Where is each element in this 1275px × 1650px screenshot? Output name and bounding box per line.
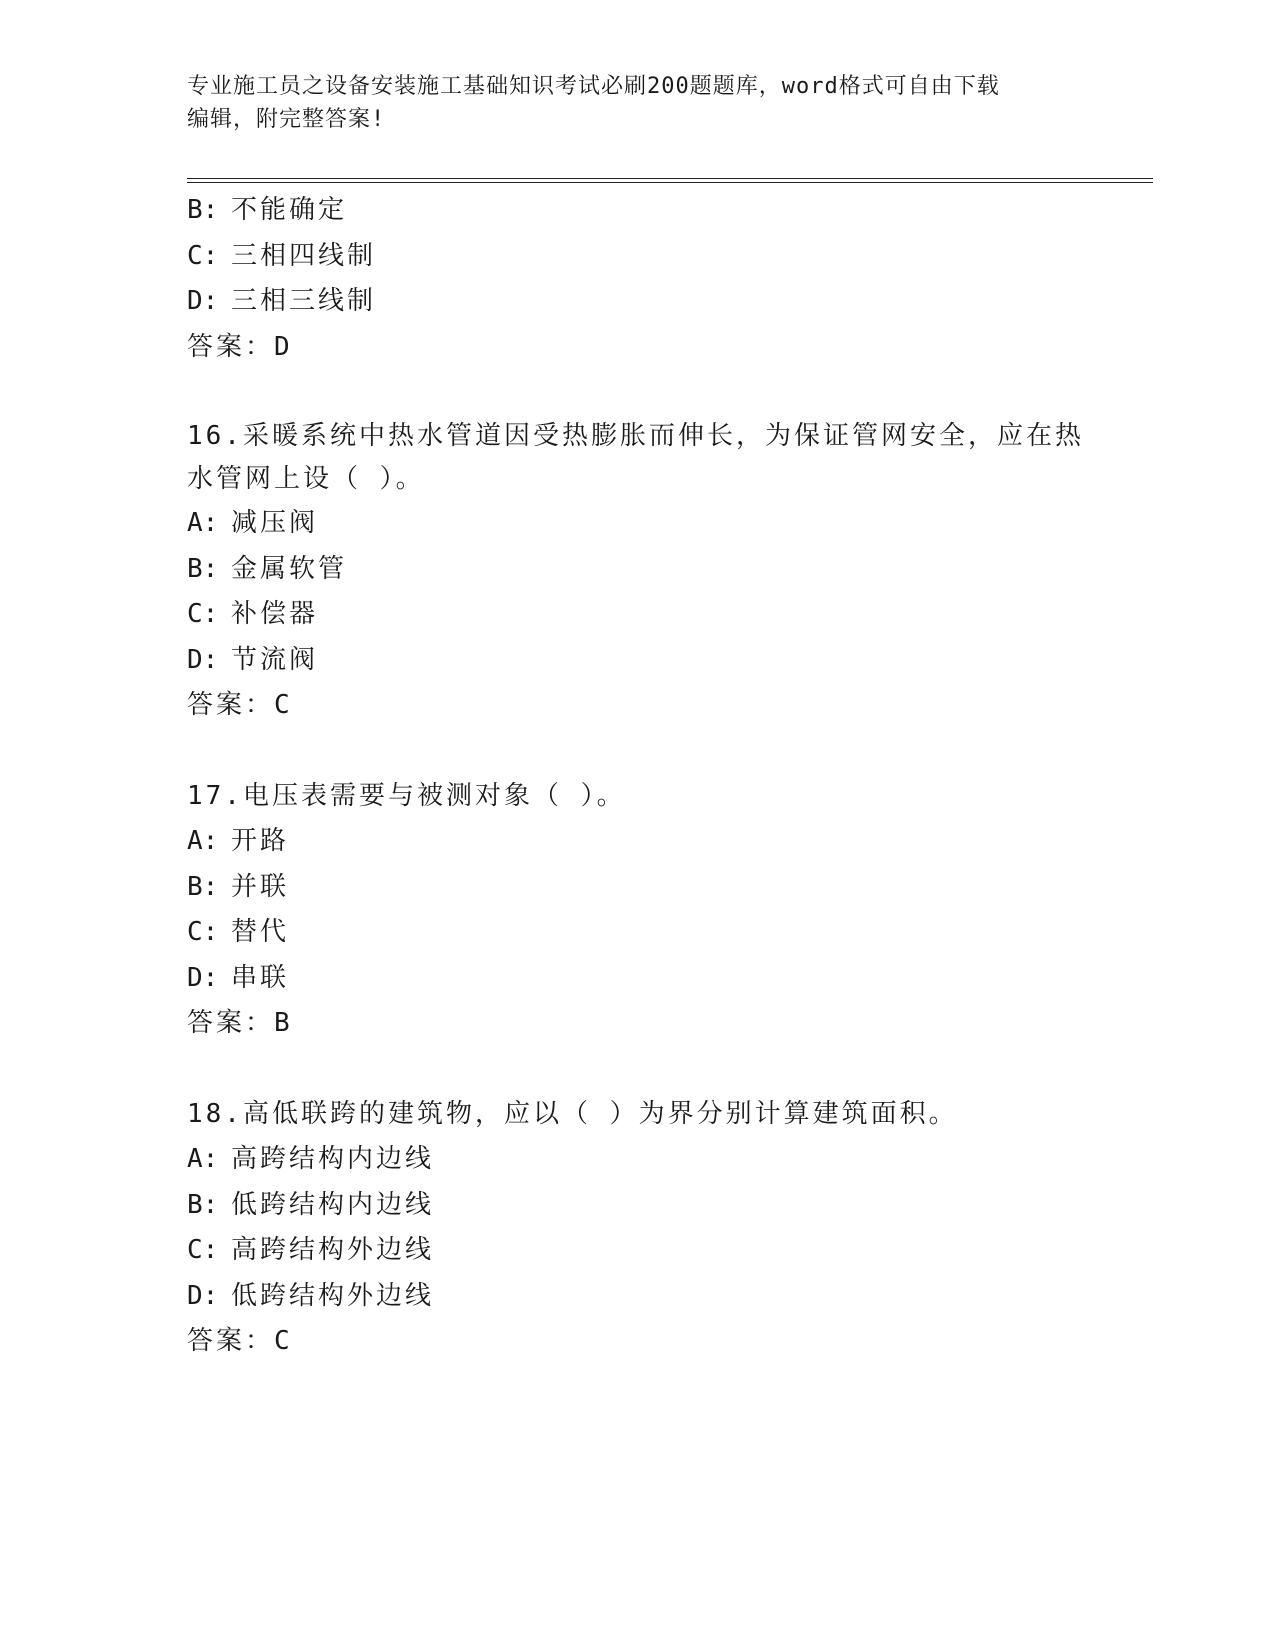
option-label: B: xyxy=(187,553,219,584)
option-a xyxy=(187,501,1087,547)
option-d xyxy=(187,956,1087,1002)
option-text: 高跨结构内边线 xyxy=(231,1144,435,1174)
option-text: 三相四线制 xyxy=(231,240,377,271)
question-stem xyxy=(187,415,1087,501)
answer-line: 答案：C xyxy=(187,1326,293,1356)
option-a xyxy=(187,819,1087,865)
question-list xyxy=(187,188,1087,1365)
header-line-1: 专业施工员之设备安装施工基础知识考试必刷200题题库，word格式可自由下载 xyxy=(187,74,1000,99)
option-b xyxy=(187,188,1087,234)
option-d xyxy=(187,638,1087,684)
option-label: C: xyxy=(187,240,219,271)
answer-line: 答案：D xyxy=(187,331,293,362)
option-label: C: xyxy=(187,1235,219,1265)
question-block-16 xyxy=(187,415,1087,729)
option-text: 补偿器 xyxy=(231,599,319,629)
option-a xyxy=(187,1137,1087,1183)
option-label: D: xyxy=(187,644,219,675)
option-text: 三相三线制 xyxy=(231,286,377,316)
option-c xyxy=(187,1228,1087,1274)
spacer xyxy=(187,729,1087,774)
question-block-17 xyxy=(187,774,1087,1047)
header-line-2: 编辑，附完整答案! xyxy=(187,107,386,132)
option-text: 高跨结构外边线 xyxy=(231,1235,435,1265)
spacer xyxy=(187,370,1087,415)
option-b xyxy=(187,865,1087,911)
option-text: 低跨结构内边线 xyxy=(231,1189,435,1220)
option-text: 开路 xyxy=(231,826,290,856)
option-text: 减压阀 xyxy=(231,508,319,538)
header-divider xyxy=(187,178,1153,183)
option-label: D: xyxy=(187,1280,219,1311)
question-stem-line: 16.采暖系统中热水管道因受热膨胀而伸长，为保证管网安全，应在热 xyxy=(187,421,1084,451)
option-label: A: xyxy=(187,826,219,856)
question-stem: 18.高低联跨的建筑物，应以（ ）为界分别计算建筑面积。 xyxy=(187,1098,958,1129)
option-text: 并联 xyxy=(231,871,290,902)
question-block-partial xyxy=(187,188,1087,370)
option-label: D: xyxy=(187,962,219,993)
option-text: 节流阀 xyxy=(231,644,319,675)
option-label: A: xyxy=(187,1144,219,1174)
option-c xyxy=(187,234,1087,280)
question-block-18 xyxy=(187,1092,1087,1365)
question-stem-line: 水管网上设（ ）。 xyxy=(187,464,425,494)
option-label: C: xyxy=(187,599,219,629)
document-header xyxy=(187,70,1067,136)
option-b xyxy=(187,547,1087,593)
option-text: 不能确定 xyxy=(231,195,348,225)
option-label: B: xyxy=(187,195,219,225)
answer-line: 答案：C xyxy=(187,690,293,720)
question-stem: 17.电压表需要与被测对象（ ）。 xyxy=(187,780,626,811)
answer-line: 答案：B xyxy=(187,1008,293,1038)
option-c xyxy=(187,592,1087,638)
option-text: 低跨结构外边线 xyxy=(231,1280,435,1311)
option-text: 替代 xyxy=(231,917,290,947)
option-label: D: xyxy=(187,286,219,316)
option-d xyxy=(187,1274,1087,1320)
spacer xyxy=(187,1047,1087,1092)
option-label: B: xyxy=(187,871,219,902)
option-text: 串联 xyxy=(231,962,290,993)
option-b xyxy=(187,1183,1087,1229)
option-label: C: xyxy=(187,917,219,947)
option-d xyxy=(187,279,1087,325)
option-text: 金属软管 xyxy=(231,553,348,584)
option-label: B: xyxy=(187,1189,219,1220)
option-c xyxy=(187,910,1087,956)
option-label: A: xyxy=(187,508,219,538)
